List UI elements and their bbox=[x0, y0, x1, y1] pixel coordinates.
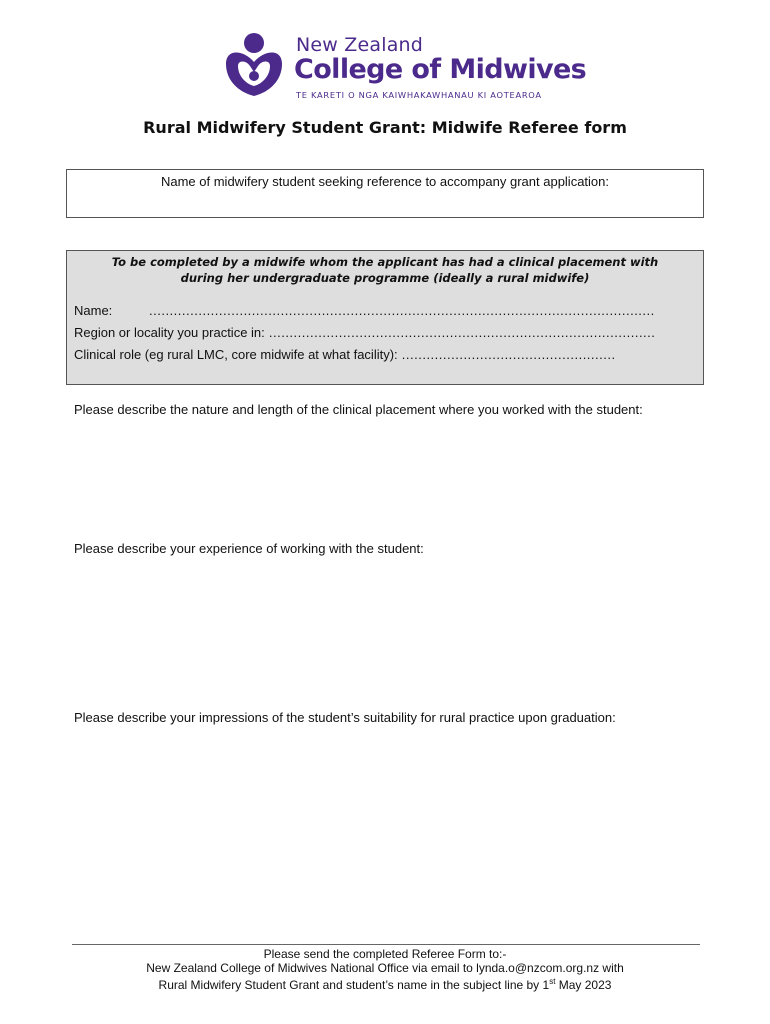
referee-name-label: Name: bbox=[74, 303, 113, 318]
logo-text-college: College of Midwives bbox=[294, 54, 587, 85]
footer-line-1: Please send the completed Referee Form to:- bbox=[263, 947, 507, 961]
footer-line-3-text: Rural Midwifery Student Grant and student’s name in the subject line by 1 bbox=[158, 978, 550, 992]
instruction-line-2: during her undergraduate programme (ideally a rural midwife) bbox=[180, 271, 590, 285]
question-placement: Please describe the nature and length of the clinical placement where you worked with the student: bbox=[74, 402, 643, 417]
logo-text-maori: TE KARETI O NGA KAIWHAKAWHANAU KI AOTEAROA bbox=[296, 90, 542, 100]
referee-details-box bbox=[66, 250, 704, 385]
logo-text-new-zealand: New Zealand bbox=[296, 34, 424, 56]
footer-line-3-date: May 2023 bbox=[555, 978, 612, 992]
footer bbox=[0, 947, 770, 992]
footer-divider bbox=[72, 944, 700, 945]
nzcom-logo bbox=[218, 30, 587, 102]
referee-instructions bbox=[67, 254, 703, 286]
referee-name-field[interactable] bbox=[74, 303, 694, 318]
question-experience: Please describe your experience of working with the student: bbox=[74, 541, 424, 556]
clinical-role-field[interactable] bbox=[74, 347, 694, 362]
referee-name-dots: ........................................................................................................................... bbox=[149, 303, 655, 318]
question-suitability: Please describe your impressions of the student’s suitability for rural practice upon graduation: bbox=[74, 710, 616, 725]
clinical-role-label: Clinical role (eg rural LMC, core midwife at what facility): bbox=[74, 347, 398, 362]
footer-line-3 bbox=[0, 975, 770, 992]
student-name-field[interactable] bbox=[66, 169, 704, 218]
region-dots: .............................................................................................. bbox=[264, 325, 656, 340]
region-label: Region or locality you practice in: bbox=[74, 325, 265, 340]
footer-line-2: New Zealand College of Midwives National Office via email to lynda.o@nzcom.org.nz with bbox=[146, 961, 624, 975]
instruction-line-1: To be completed by a midwife whom the applicant has had a clinical placement with bbox=[111, 255, 659, 269]
student-name-label: Name of midwifery student seeking reference to accompany grant application: bbox=[160, 174, 609, 189]
midwives-logo-icon bbox=[218, 30, 288, 100]
clinical-role-dots: .................................................... bbox=[397, 347, 616, 362]
page-title: Rural Midwifery Student Grant: Midwife Referee form bbox=[143, 118, 627, 137]
region-field[interactable] bbox=[74, 325, 694, 340]
footer-ordinal: st bbox=[549, 977, 556, 986]
